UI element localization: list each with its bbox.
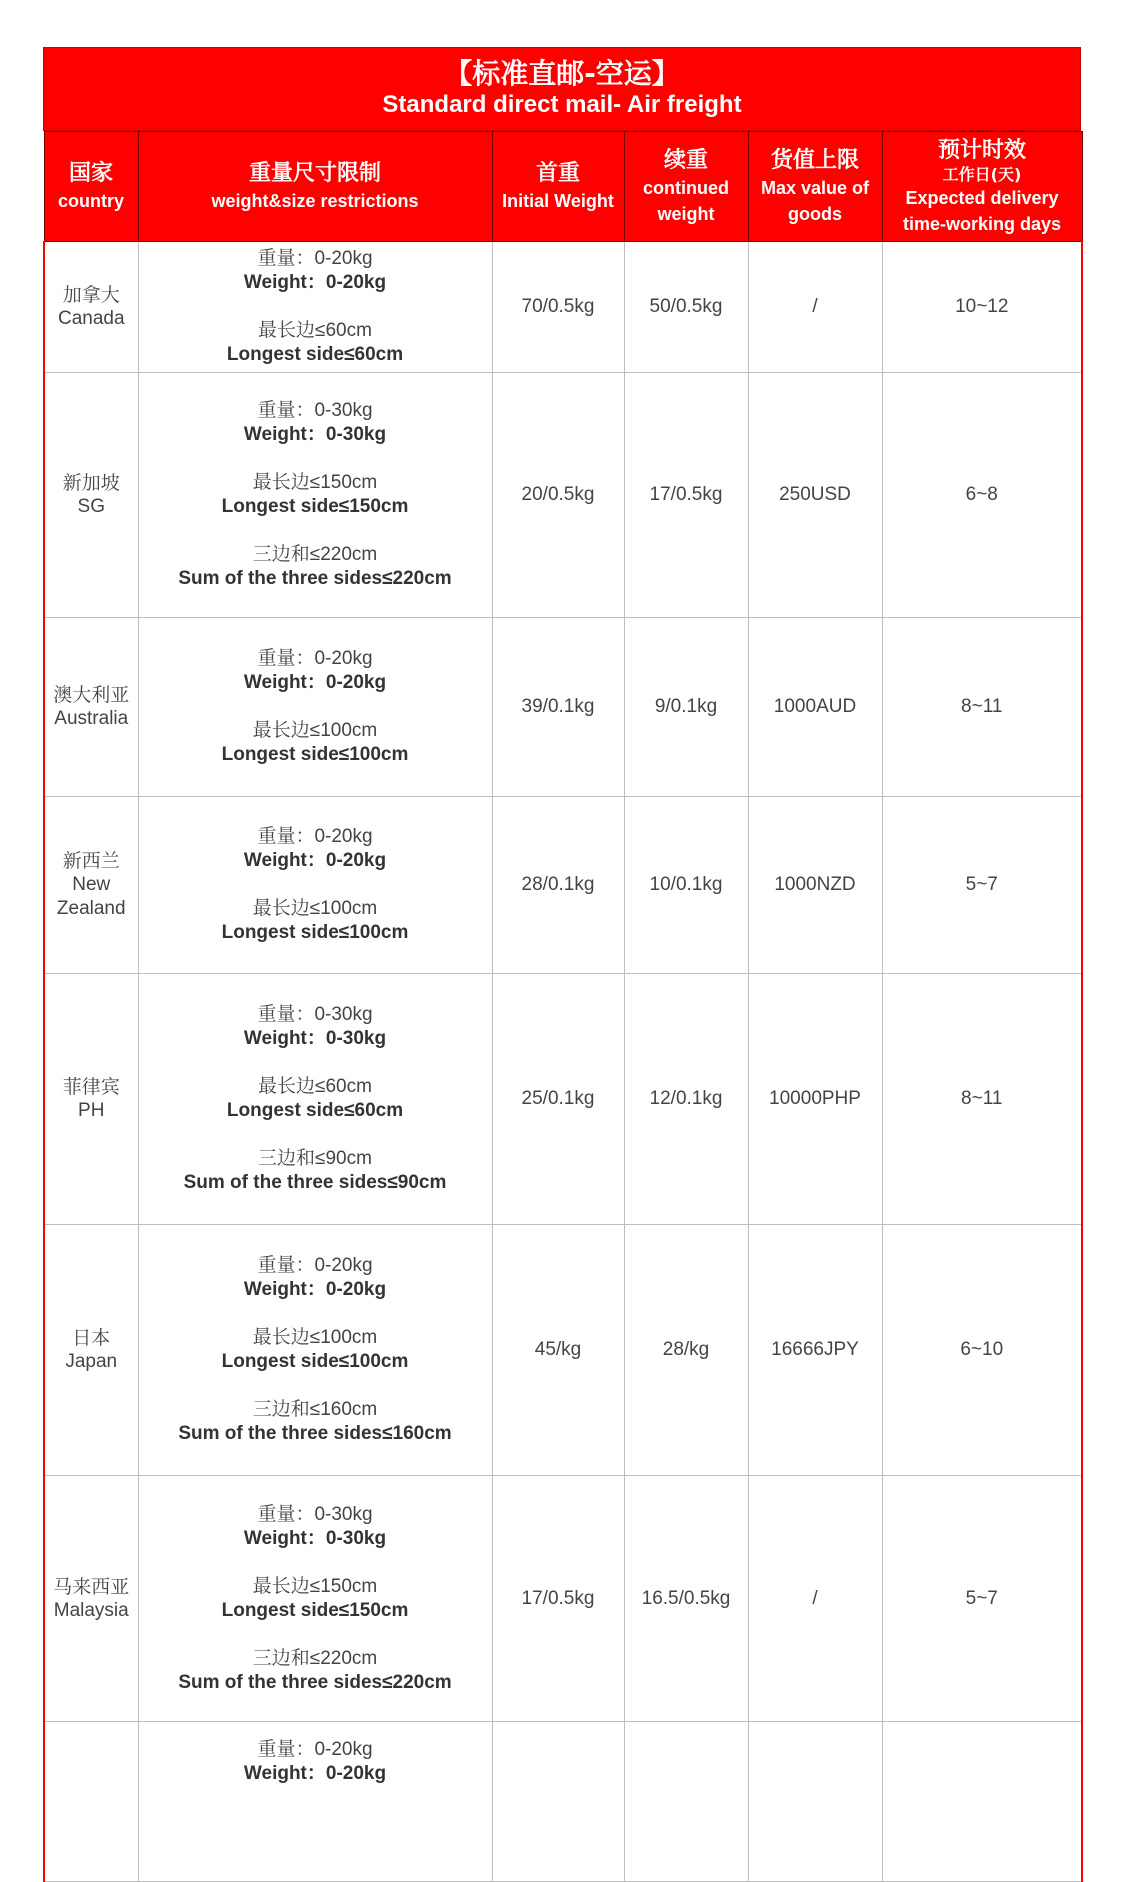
restriction-en: Longest side≤100cm <box>221 1351 409 1372</box>
restriction-en: Longest side≤100cm <box>221 744 409 765</box>
max-value-cell: 1000AUD <box>748 618 882 797</box>
max-value-cell: 16666JPY <box>748 1225 882 1476</box>
header-country <box>44 132 138 242</box>
table-row <box>44 1225 1082 1476</box>
country-name-en: SG <box>77 496 105 517</box>
continued-weight-cell: 12/0.1kg <box>624 974 748 1225</box>
restriction-en: Longest side≤60cm <box>226 344 404 365</box>
restriction-zh: 三边和≤220cm <box>252 1647 378 1669</box>
country-cell <box>44 618 138 797</box>
restrictions-cell <box>138 618 492 797</box>
initial-weight-cell: 20/0.5kg <box>492 373 624 618</box>
country-cell <box>44 1225 138 1476</box>
country-name-zh: 马来西亚 <box>53 1575 130 1598</box>
table-row <box>44 797 1082 974</box>
header-delivery-sub: 工作日(天) <box>942 164 1022 184</box>
max-value-cell: 1000NZD <box>748 797 882 974</box>
shipping-rate-table <box>43 47 1081 1882</box>
restriction-zh: 重量：0-30kg <box>257 1004 373 1025</box>
restriction-zh: 三边和≤220cm <box>252 544 378 565</box>
continued-weight-cell: 9/0.1kg <box>624 618 748 797</box>
restriction-zh: 重量：0-20kg <box>257 826 373 847</box>
title-english: Standard direct mail- Air freight <box>382 91 742 118</box>
country-cell <box>44 242 138 373</box>
restriction-zh: 重量：0-30kg <box>257 400 373 421</box>
initial-weight-cell: 28/0.1kg <box>492 797 624 974</box>
title-chinese: 【标准直邮-空运】 <box>444 57 680 90</box>
country-name-zh: 新西兰 <box>62 850 120 872</box>
continued-weight-cell <box>624 1722 748 1882</box>
max-value-cell: 250USD <box>748 373 882 618</box>
header-max-value-en1: Max value of <box>760 177 870 198</box>
restriction-en: Weight：0-20kg <box>243 672 387 693</box>
initial-weight-cell: 17/0.5kg <box>492 1476 624 1722</box>
header-restrictions-zh: 重量尺寸限制 <box>248 160 381 186</box>
restriction-en: Weight：0-20kg <box>243 1763 387 1784</box>
restriction-en: Weight：0-20kg <box>243 1279 387 1300</box>
country-name-en: Japan <box>65 1351 118 1372</box>
restrictions-cell <box>138 1476 492 1722</box>
initial-weight-cell: 70/0.5kg <box>492 242 624 373</box>
delivery-days-cell: 5~7 <box>882 797 1082 974</box>
header-delivery-time <box>882 132 1082 242</box>
restrictions-cell <box>138 1225 492 1476</box>
delivery-days-cell <box>882 1722 1082 1882</box>
table-row <box>44 1476 1082 1722</box>
country-name-zh: 新加坡 <box>62 472 120 494</box>
header-initial-weight <box>492 132 624 242</box>
header-continued-en2: weight <box>657 203 715 224</box>
restriction-en: Longest side≤60cm <box>226 1100 404 1121</box>
header-restrictions <box>138 132 492 242</box>
restrictions-cell <box>138 242 492 373</box>
restriction-zh: 最长边≤150cm <box>252 1575 378 1597</box>
restriction-zh: 最长边≤60cm <box>258 320 372 341</box>
restriction-en: Weight：0-30kg <box>243 424 387 445</box>
header-continued-en1: continued <box>643 177 729 198</box>
restriction-en: Weight：0-20kg <box>243 850 387 871</box>
delivery-days-cell: 8~11 <box>882 618 1082 797</box>
restriction-zh: 重量：0-20kg <box>257 1739 373 1760</box>
rates-table <box>43 131 1083 1882</box>
table-title-bar <box>43 47 1081 131</box>
header-restrictions-en: weight&size restrictions <box>211 190 419 211</box>
restriction-zh: 重量：0-20kg <box>257 248 373 269</box>
restriction-zh: 最长边≤60cm <box>258 1076 372 1097</box>
header-delivery-zh: 预计时效 <box>937 137 1026 163</box>
initial-weight-cell: 45/kg <box>492 1225 624 1476</box>
restriction-en: Longest side≤100cm <box>221 922 409 943</box>
restrictions-cell <box>138 373 492 618</box>
restrictions-cell <box>138 1722 492 1882</box>
restriction-zh: 最长边≤100cm <box>252 1327 378 1348</box>
country-cell <box>44 1722 138 1882</box>
restriction-en: Longest side≤150cm <box>221 496 409 517</box>
restriction-zh: 最长边≤150cm <box>252 472 378 493</box>
continued-weight-cell: 50/0.5kg <box>624 242 748 373</box>
country-name-zh: 澳大利亚 <box>53 684 130 706</box>
table-row <box>44 974 1082 1225</box>
restriction-zh: 三边和≤160cm <box>252 1399 378 1420</box>
restrictions-cell <box>138 797 492 974</box>
header-row <box>44 132 1082 242</box>
header-max-value-en2: goods <box>788 203 842 224</box>
header-max-value <box>748 132 882 242</box>
country-name-en: Malaysia <box>53 1599 129 1621</box>
country-cell <box>44 373 138 618</box>
header-continued-weight <box>624 132 748 242</box>
delivery-days-cell: 10~12 <box>882 242 1082 373</box>
header-country-zh: 国家 <box>68 160 113 186</box>
country-cell <box>44 797 138 974</box>
initial-weight-cell: 25/0.1kg <box>492 974 624 1225</box>
country-name-en: Canada <box>57 308 125 329</box>
restriction-en: Sum of the three sides≤90cm <box>183 1172 447 1193</box>
delivery-days-cell: 8~11 <box>882 974 1082 1225</box>
restriction-en: Sum of the three sides≤220cm <box>178 1671 452 1693</box>
restriction-en: Weight：0-30kg <box>243 1527 387 1549</box>
delivery-days-cell: 6~10 <box>882 1225 1082 1476</box>
restriction-en: Longest side≤150cm <box>221 1599 409 1621</box>
continued-weight-cell: 10/0.1kg <box>624 797 748 974</box>
table-row <box>44 242 1082 373</box>
max-value-cell <box>748 1722 882 1882</box>
header-initial-en: Initial Weight <box>502 190 614 211</box>
table-row <box>44 1722 1082 1882</box>
restrictions-cell <box>138 974 492 1225</box>
delivery-days-cell: 5~7 <box>882 1476 1082 1722</box>
header-delivery-en1: Expected delivery <box>905 187 1059 208</box>
initial-weight-cell <box>492 1722 624 1882</box>
restriction-zh: 重量：0-20kg <box>257 648 373 669</box>
restriction-zh: 重量：0-20kg <box>257 1255 373 1276</box>
country-name-en: New Zealand <box>56 874 126 919</box>
country-name-en: Australia <box>54 708 129 729</box>
country-cell <box>44 974 138 1225</box>
restriction-zh: 三边和≤90cm <box>258 1148 372 1169</box>
max-value-cell: 10000PHP <box>748 974 882 1225</box>
country-name-zh: 加拿大 <box>62 284 120 306</box>
header-country-en: country <box>57 190 124 211</box>
country-name-zh: 日本 <box>72 1327 111 1349</box>
restriction-en: Weight：0-30kg <box>243 1028 387 1049</box>
header-max-value-zh: 货值上限 <box>770 147 859 173</box>
delivery-days-cell: 6~8 <box>882 373 1082 618</box>
table-row <box>44 373 1082 618</box>
restriction-en: Weight：0-20kg <box>243 272 387 293</box>
restriction-zh: 最长边≤100cm <box>252 720 378 741</box>
continued-weight-cell: 16.5/0.5kg <box>624 1476 748 1722</box>
max-value-cell: / <box>748 242 882 373</box>
restriction-en: Sum of the three sides≤160cm <box>178 1423 452 1444</box>
continued-weight-cell: 17/0.5kg <box>624 373 748 618</box>
restriction-en: Sum of the three sides≤220cm <box>178 568 452 589</box>
country-name-en: PH <box>78 1100 105 1121</box>
table-row <box>44 618 1082 797</box>
max-value-cell: / <box>748 1476 882 1722</box>
header-initial-zh: 首重 <box>535 160 580 186</box>
restriction-zh: 重量：0-30kg <box>257 1503 373 1525</box>
country-name-zh: 菲律宾 <box>62 1076 120 1098</box>
header-delivery-en2: time-working days <box>902 213 1062 234</box>
country-cell <box>44 1476 138 1722</box>
header-continued-zh: 续重 <box>663 147 708 173</box>
continued-weight-cell: 28/kg <box>624 1225 748 1476</box>
initial-weight-cell: 39/0.1kg <box>492 618 624 797</box>
restriction-zh: 最长边≤100cm <box>252 898 378 919</box>
